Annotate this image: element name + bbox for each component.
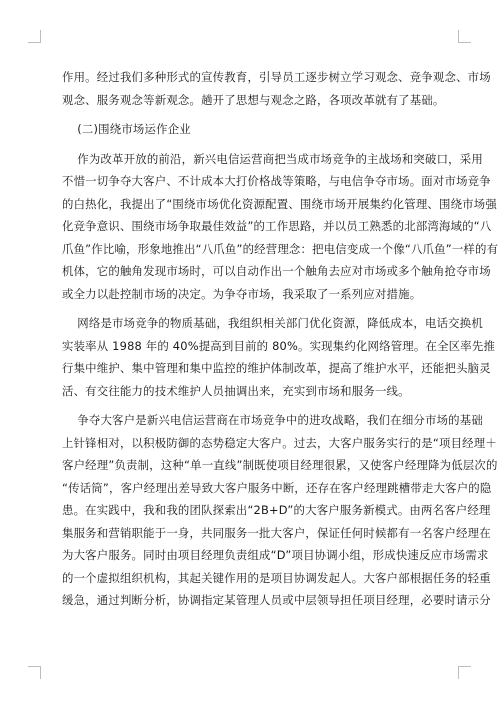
text-line: 爪鱼”作比喻，形象地推出“八爪鱼”的经营理念：把电信变成一个像“八爪鱼”一样的有	[62, 241, 499, 256]
section-heading: (二)围绕市场运作企业	[62, 122, 191, 136]
text-line: 活、有交往能力的技术维护人员抽调出来，充实到市场和服务一线。	[62, 383, 410, 398]
text-line: 作用。经过我们多种形式的宣传教育，引导员工逐步树立学习观念、竞争观念、市场	[62, 70, 491, 84]
crop-mark-top-right	[458, 30, 471, 43]
text-line: 不惜一切争夺大客户、不计成本大打价格战等策略，与电信争夺市场。面对市场竞争	[62, 174, 491, 188]
document-body	[62, 66, 499, 612]
crop-mark-bottom-right	[458, 666, 471, 679]
text-line: 机体，它的触角发现市场时，可以自动作出一个触角去应对市场或多个触角抢夺市场	[62, 264, 491, 278]
paragraph-gap	[62, 402, 440, 409]
paragraph-gap	[62, 111, 440, 118]
text-line: 观念、服务观念等新观念。趟开了思想与观念之路，各项改革就有了基础。	[62, 92, 445, 107]
text-line: 上针锋相对，以积极防御的态势稳定大客户。过去，大客户服务实行的是“项目经理＋	[62, 435, 497, 450]
text-line: 实装率从 1988 年的 40%提高到目前的 80%。实现集约化网络管理。在全区率先推	[62, 338, 496, 353]
text-line: 集服务和营销职能于一身，共同服务一批大客户，保证任何时候都有一名客户经理在	[62, 525, 491, 540]
crop-mark-bottom-left	[28, 666, 41, 679]
text-line: 患。在实践中，我和我的团队探索出“2B+D”的大客户服务新模式。由两名客户经理	[62, 503, 491, 517]
text-line: 的一个虚拟组织机构，其起关键作用的是项目协调发起人。大客户部根据任务的轻重	[62, 570, 491, 585]
text-line: 争夺大客户是新兴电信运营商在市场竞争中的进攻战略，我们在细分市场的基础	[62, 413, 483, 427]
text-line: 或全力以赴控制市场的决定。为争夺市场，我采取了一系列应对措施。	[62, 286, 422, 301]
paragraph-gap	[62, 141, 440, 148]
text-line: 缓急，通过判断分析，协调指定某管理人员或中层领导担任项目经理，必要时请示分	[62, 593, 491, 607]
text-line: 客户经理”负责制，这种“单一直线”制既使项目经理很累，又使客户经理降为低层次的	[62, 458, 498, 472]
text-line: 的白热化，我提出了“围绕市场优化资源配置、围绕市场开展集约化管理、围绕市场强	[62, 196, 497, 211]
text-line: 行集中维护、集中管理和集中监控的维护体制改革，提高了维护水平，还能把头脑灵	[62, 361, 491, 375]
crop-mark-top-left	[28, 30, 41, 43]
text-line: “传话筒”，客户经理出差导致大客户服务中断，还存在客户经理跳槽带走大客户的隐	[62, 480, 492, 495]
text-line: 网络是市场竞争的物质基础，我组织相关部门优化资源，降低成本，电话交换机	[62, 316, 483, 330]
text-line: 为大客户服务。同时由项目经理负责组成“D”项目协调小组，形成快速反应市场需求	[62, 548, 489, 562]
text-line: 化竞争意识、围绕市场争取最佳效益”的工作思路，并以员工熟悉的北部湾海域的“八	[62, 219, 492, 233]
paragraph-gap	[62, 305, 440, 312]
text-line: 作为改革开放的前沿，新兴电信运营商把当成市场竞争的主战场和突破口，采用	[62, 151, 483, 166]
